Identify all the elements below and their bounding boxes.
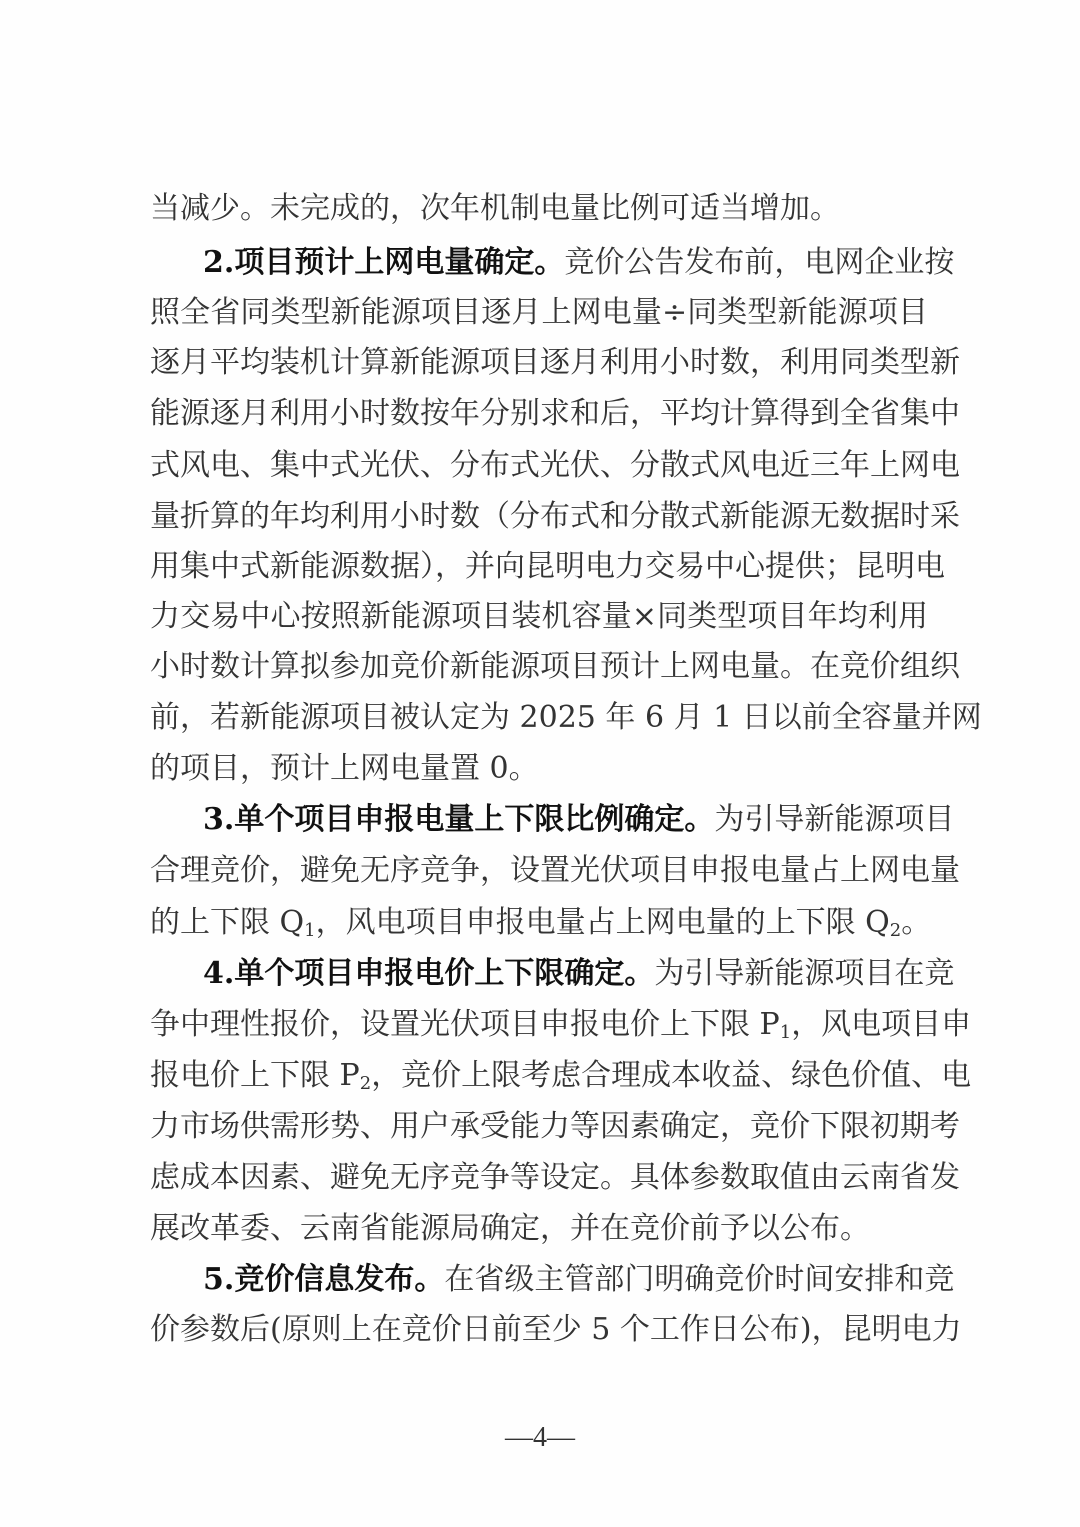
paragraph-line: 展改革委、云南省能源局确定，并在竞价前予以公布。	[150, 1211, 870, 1246]
paragraph-line: 能源逐月利用小时数按年分别求和后，平均计算得到全省集中	[150, 396, 960, 431]
paragraph-line: 逐月平均装机计算新能源项目逐月利用小时数，利用同类型新	[150, 345, 960, 380]
paragraph-text: 争中理性报价，设置光伏项目申报电价上下限 P	[150, 1007, 780, 1042]
paragraph-line: 虑成本因素、避免无序竞争等设定。具体参数取值由云南省发	[150, 1160, 960, 1195]
section-heading: 5.竞价信息发布。	[203, 1262, 445, 1297]
paragraph-text: 。	[901, 905, 932, 940]
paragraph-line: 力交易中心按照新能源项目装机容量×同类型项目年均利用	[150, 599, 928, 634]
page-number: —4—	[505, 1422, 575, 1453]
section-heading: 4.单个项目申报电价上下限确定。	[203, 956, 655, 991]
paragraph-line: 小时数计算拟参加竞价新能源项目预计上网电量。在竞价组织	[150, 649, 960, 684]
paragraph-line	[150, 1051, 972, 1101]
paragraph-line: 量折算的年均利用小时数（分布式和分散式新能源无数据时采	[150, 499, 960, 534]
section-heading: 3.单个项目申报电量上下限比例确定。	[203, 802, 715, 837]
paragraph-line: 用集中式新能源数据），并向昆明电力交易中心提供；昆明电	[150, 549, 945, 584]
paragraph-text: ，风电项目申	[791, 1007, 972, 1042]
subscript: 1	[779, 1022, 792, 1043]
paragraph-text: 在省级主管部门明确竞价时间安排和竞	[444, 1262, 955, 1297]
paragraph-text: 报电价上下限 P	[150, 1058, 360, 1093]
section-5-line	[203, 1255, 955, 1305]
paragraph-line	[150, 898, 932, 948]
paragraph-line: 当减少。未完成的，次年机制电量比例可适当增加。	[150, 191, 840, 226]
paragraph-text: 为引导新能源项目	[714, 802, 955, 837]
paragraph-text: 的上下限 Q	[150, 905, 305, 940]
paragraph-text: ，竞价上限考虑合理成本收益、绿色价值、电	[371, 1058, 972, 1093]
section-4-line	[203, 949, 955, 999]
section-heading: 2.项目预计上网电量确定。	[203, 245, 565, 280]
paragraph-line: 的项目，预计上网电量置 0。	[150, 751, 539, 786]
paragraph-text: 竞价公告发布前，电网企业按	[564, 245, 955, 280]
paragraph-line: 合理竞价，避免无序竞争，设置光伏项目申报电量占上网电量	[150, 853, 960, 888]
paragraph-line: 价参数后(原则上在竞价日前至少 5 个工作日公布)，昆明电力	[150, 1312, 962, 1347]
section-3-line	[203, 795, 955, 845]
subscript: 2	[889, 920, 902, 941]
paragraph-line: 式风电、集中式光伏、分布式光伏、分散式风电近三年上网电	[150, 448, 960, 483]
paragraph-text: ，风电项目申报电量占上网电量的上下限 Q	[315, 905, 890, 940]
paragraph-line	[150, 1000, 972, 1050]
subscript: 1	[304, 920, 316, 941]
section-2-line	[203, 238, 955, 288]
paragraph-line: 前，若新能源项目被认定为 2025 年 6 月 1 日以前全容量并网	[150, 700, 982, 735]
paragraph-line: 照全省同类型新能源项目逐月上网电量÷同类型新能源项目	[150, 295, 928, 330]
paragraph-text: 为引导新能源项目在竞	[654, 956, 955, 991]
paragraph-line: 力市场供需形势、用户承受能力等因素确定，竞价下限初期考	[150, 1109, 960, 1144]
subscript: 2	[359, 1073, 372, 1094]
